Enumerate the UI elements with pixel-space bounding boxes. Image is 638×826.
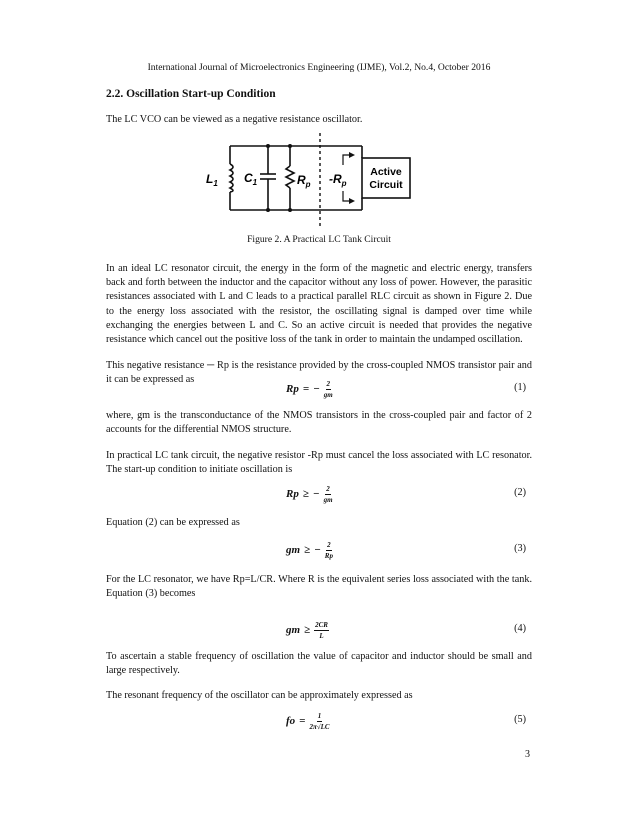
equation-4-number: (4) — [514, 623, 526, 634]
equation-3: gm ≥ − $\frac{2}{Rp}$ (3) — [286, 540, 526, 560]
label-neg-resistor: $-R_p$ — [329, 172, 347, 188]
running-header: International Journal of Microelectronics Engineering (IJME), Vol.2, No.4, October 2016 — [147, 62, 491, 73]
label-inductor: $L_1$ — [206, 172, 218, 188]
paragraph-negative-resistance: This negative resistance ─ Rp is the resistance provided by the cross-coupled NMOS transistor pair and it can be expressed as — [106, 360, 532, 386]
label-capacitor: $C_1$ — [244, 171, 258, 187]
section-heading: 2.2. Oscillation Start-up Condition — [106, 88, 276, 100]
equation-2-number: (2) — [514, 487, 526, 498]
equation-3-number: (3) — [514, 543, 526, 554]
paragraph-eq2-expressed: Equation (2) can be expressed as — [106, 517, 240, 528]
equation-5: fo = $\frac{1}{2\pi√LC}$ (5) — [286, 711, 526, 731]
inductor-coil — [230, 164, 233, 192]
paragraph-resonant: The resonant frequency of the oscillator can be approximately expressed as — [106, 690, 413, 701]
page-number: 3 — [525, 749, 530, 760]
paragraph-ideal: In an ideal LC resonator circuit, the energy in the form of the magnetic and electric energy, transfers back and forth between the inductor and the capacitor without any loss of power. However, the parasitic resistances associated with L and C leads to a practical parallel RLC circuit as shown in Figure 2. Due to the energy loss associated with the resistor, the oscillating signal is damped over time while exchanging the energies between L and C. So an active circuit is needed that provides the negative resistance which cancel out the positive loss of the tank in order to maintain the undamped oscillation. — [106, 263, 532, 346]
paragraph-practical: In practical LC tank circuit, the negative resistor -Rp must cancel the loss associated with LC resonator. The start-up condition to initiate oscillation is — [106, 450, 532, 476]
lc-tank-diagram — [200, 133, 415, 228]
arrow-head-bottom — [349, 198, 355, 204]
label-resistor: $R_p$ — [297, 173, 311, 189]
paragraph-intro: The LC VCO can be viewed as a negative resistance oscillator. — [106, 114, 363, 125]
figure-2-circuit — [200, 133, 415, 228]
equation-1: Rp = − $\frac{2}{gm}$ (1) — [286, 379, 526, 399]
label-active: Active — [370, 166, 402, 178]
paragraph-where-gm: where, gm is the transconductance of the NMOS transistors in the cross-coupled pair and factor of 2 accounts for the differential NMOS structure. — [106, 410, 532, 436]
active-circuit-box — [362, 158, 410, 198]
equation-5-number: (5) — [514, 714, 526, 725]
arrow-head-top — [349, 152, 355, 158]
resistor-zigzag — [286, 166, 294, 188]
label-circuit: Circuit — [369, 179, 403, 191]
equation-1-number: (1) — [514, 382, 526, 393]
equation-4: gm ≥ $\frac{2CR}{L}$ (4) — [286, 620, 526, 640]
paragraph-lc-resonator: For the LC resonator, we have Rp=L/CR. Where R is the equivalent series loss associated with the tank. Equation (3) becomes — [106, 574, 532, 600]
paragraph-stable: To ascertain a stable frequency of oscillation the value of capacitor and inductor should be small and large respectively. — [106, 651, 532, 677]
equation-2: Rp ≥ − $\frac{2}{gm}$ (2) — [286, 484, 526, 504]
figure-caption: Figure 2. A Practical LC Tank Circuit — [247, 234, 391, 245]
